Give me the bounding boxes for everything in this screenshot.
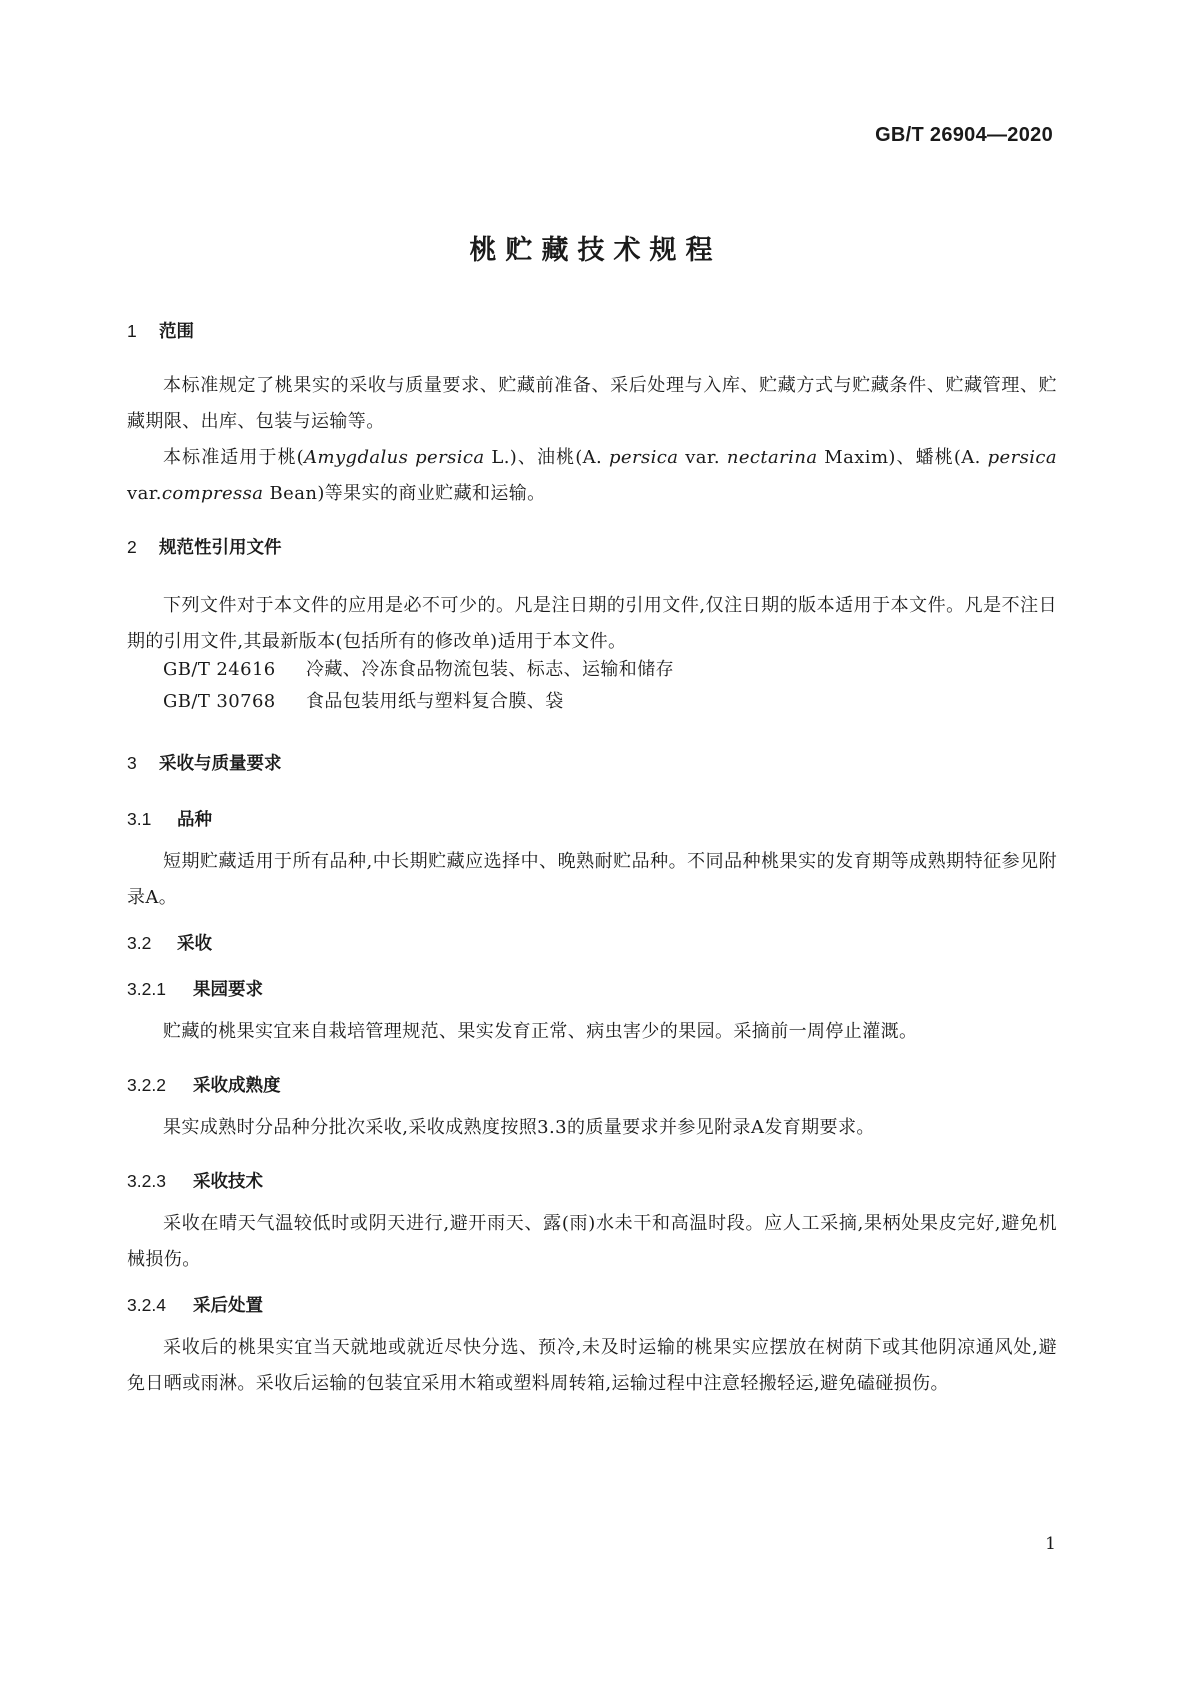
subsection-heading-3-2-4 (127, 1292, 263, 1317)
standard-code: GB/T 26904—2020 (875, 124, 1053, 146)
subsection-number: 3.1 (127, 809, 152, 829)
subsection-heading-3-2-3 (127, 1168, 263, 1193)
reference-code: GB/T 24616 (163, 659, 276, 680)
subsection-title: 采收 (177, 934, 212, 954)
paragraph-orchard-requirements: 贮藏的桃果实宜来自栽培管理规范、果实发育正常、病虫害少的果园。采摘前一周停止灌溉。 (163, 1021, 918, 1042)
section-heading-3 (127, 750, 282, 775)
reference-title: 食品包装用纸与塑料复合膜、袋 (306, 691, 564, 712)
section-title: 规范性引用文件 (159, 538, 282, 558)
subsection-title: 采收技术 (193, 1172, 263, 1192)
subsection-heading-3-2-2 (127, 1072, 281, 1097)
paragraph-varieties: 短期贮藏适用于所有品种,中长期贮藏应选择中、晚熟耐贮品种。不同品种桃果实的发育期等成熟期特征参见附录A。 (127, 851, 1057, 908)
paragraph-scope-2: 本标准适用于桃(Amygdalus persica L.)、油桃(A. persica var. nectarina Maxim)、蟠桃(A. persica var.compressa Bean)等果实的商业贮藏和运输。 (127, 447, 1057, 504)
subsection-number: 3.2.3 (127, 1171, 166, 1191)
subsection-heading-3-2-1 (127, 976, 263, 1001)
reference-item (163, 652, 674, 688)
subsection-number: 3.2.4 (127, 1295, 166, 1315)
paragraph-harvest-technique: 采收在晴天气温较低时或阴天进行,避开雨天、露(雨)水未干和高温时段。应人工采摘,果柄处果皮完好,避免机械损伤。 (127, 1213, 1057, 1270)
subsection-heading-3-2 (127, 930, 212, 955)
subsection-number: 3.2.2 (127, 1075, 166, 1095)
reference-item (163, 684, 564, 720)
paragraph-harvest-maturity: 果实成熟时分品种分批次采收,采收成熟度按照3.3的质量要求并参见附录A发育期要求。 (163, 1117, 875, 1138)
reference-title: 冷藏、冷冻食品物流包装、标志、运输和储存 (306, 659, 674, 680)
paragraph-normative-refs: 下列文件对于本文件的应用是必不可少的。凡是注日期的引用文件,仅注日期的版本适用于本文件。凡是不注日期的引用文件,其最新版本(包括所有的修改单)适用于本文件。 (127, 595, 1057, 652)
section-title: 范围 (159, 322, 194, 342)
subsection-title: 果园要求 (193, 980, 263, 1000)
section-number: 1 (127, 321, 137, 341)
reference-code: GB/T 30768 (163, 691, 276, 712)
subsection-title: 采收成熟度 (193, 1076, 281, 1096)
paragraph-post-harvest-handling: 采收后的桃果实宜当天就地或就近尽快分选、预冷,未及时运输的桃果实应摆放在树荫下或其他阴凉通风处,避免日晒或雨淋。采收后运输的包装宜采用木箱或塑料周转箱,运输过程中注意轻搬轻运,避免磕碰损伤。 (127, 1337, 1057, 1394)
subsection-number: 3.2.1 (127, 979, 166, 999)
document-title: 桃贮藏技术规程 (469, 235, 722, 266)
subsection-title: 采后处置 (193, 1296, 263, 1316)
section-heading-1 (127, 318, 194, 343)
paragraph-scope-1: 本标准规定了桃果实的采收与质量要求、贮藏前准备、采后处理与入库、贮藏方式与贮藏条件、贮藏管理、贮藏期限、出库、包装与运输等。 (127, 375, 1057, 432)
subsection-heading-3-1 (127, 806, 212, 831)
subsection-title: 品种 (177, 810, 212, 830)
page-number: 1 (1045, 1534, 1056, 1554)
section-number: 3 (127, 753, 137, 773)
section-heading-2 (127, 534, 282, 559)
subsection-number: 3.2 (127, 933, 152, 953)
section-title: 采收与质量要求 (159, 754, 282, 774)
section-number: 2 (127, 537, 137, 557)
